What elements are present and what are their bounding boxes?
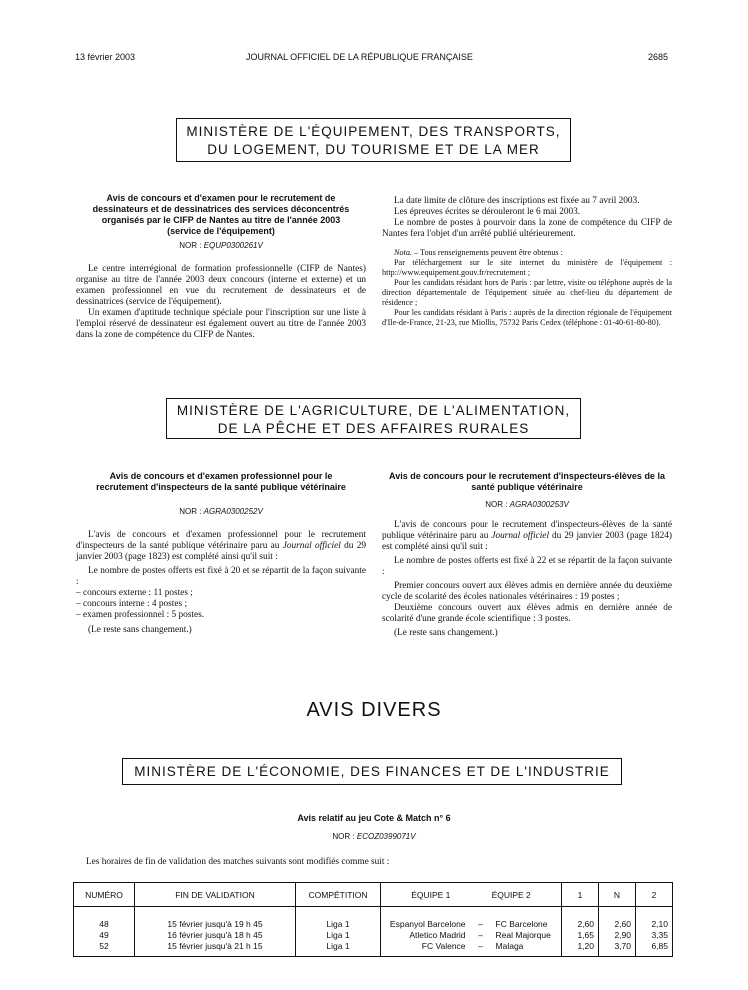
table-header-row — [74, 883, 673, 907]
cell-equipe-1: FC Valence — [381, 941, 470, 957]
equipement-notice — [76, 193, 366, 341]
notice-paragraph: Le nombre de postes offerts est fixé à 20 et se répartit de la façon suivante : — [76, 566, 366, 587]
notice-paragraph: Premier concours ouvert aux élèves admis en dernière année du deuxième cycle de scolarité des écoles nationales vétérinaires : 19 postes ; — [382, 581, 672, 602]
avis-divers-heading: AVIS DIVERS — [306, 699, 442, 721]
ministry-line-1: MINISTÈRE DE L'AGRICULTURE, DE L'ALIMENTATION, — [176, 403, 571, 418]
header-numero: NUMÉRO — [74, 883, 135, 907]
intro-text: Les horaires de fin de validation des matches suivants sont modifiés comme suit : — [86, 857, 390, 867]
header-cote-1: 1 — [562, 883, 599, 907]
notice-paragraph: Le nombre de postes offerts est fixé à 22 et se répartit de la façon suivante : — [382, 556, 672, 577]
notice-title: Avis de concours pour le recrutement d'inspecteurs-élèves de la santé publique vétérinaire — [389, 471, 665, 492]
cell-cote-n: 3,70 — [599, 941, 636, 957]
header-cote-2: 2 — [636, 883, 673, 907]
nor-code: EQUP0300261V — [203, 241, 263, 250]
header-equipe-1: ÉQUIPE 1 — [411, 889, 451, 900]
cell-competition: Liga 1 — [296, 941, 381, 957]
page-number: 2685 — [648, 52, 669, 62]
header-competition: COMPÉTITION — [296, 883, 381, 907]
nor-label: NOR : — [485, 500, 508, 509]
ministry-line-1: MINISTÈRE DE L'ÉQUIPEMENT, DES TRANSPORTS, — [186, 124, 561, 139]
notice-title: Avis de concours et d'examen professionnel pour le recrutement d'inspecteurs de la santé publique vétérinaire — [96, 471, 346, 492]
ministry-economie-box — [122, 758, 622, 785]
nota-item: Pour les candidats résidant hors de Paris : par lettre, visite ou téléphone auprès de la direction départementale de l'équipement située au chef-lieu du département de résidence ; — [382, 278, 672, 307]
cell-separator: – — [478, 930, 483, 940]
cell-cote-2: 2,10 — [636, 907, 673, 931]
cell-equipe-2: Malaga — [492, 941, 562, 957]
header-equipes — [381, 883, 562, 907]
equipement-notice-continued — [382, 196, 672, 328]
agriculture-notice-right — [382, 471, 672, 639]
notice-paragraph: Le centre interrégional de formation professionnelle (CIFP de Nantes) organise au titre de l'année 2003 deux concours (interne et externe) et un examen professionnel en vue du recrutement de dessinateurs et de dessinatrices (service de l'équipement). — [76, 264, 366, 307]
ministry-line-2: DE LA PÊCHE ET DES AFFAIRES RURALES — [217, 421, 530, 436]
nota-item: Pour les candidats résidant à Paris : auprès de la direction régionale de l'équipement d'Ile-de-France, 21-23, rue Miollis, 75732 Paris Cedex (téléphone : 01-40-61-80-80). — [382, 308, 672, 327]
nor-reference — [76, 507, 366, 516]
nor-reference — [382, 500, 672, 509]
list-item: – concours interne : 4 postes ; — [76, 599, 188, 609]
cell-cote-2: 3,35 — [636, 930, 673, 941]
cell-cote-1: 1,65 — [562, 930, 599, 941]
ministry-equipement-box — [176, 118, 571, 162]
notice-paragraph: Le nombre de postes à pourvoir dans la zone de compétence du CIFP de Nantes fera l'objet d'un arrêté publié ultérieurement. — [382, 218, 672, 239]
nor-label: NOR : — [179, 507, 202, 516]
cell-cote-n: 2,60 — [599, 907, 636, 931]
header-equipe-2: ÉQUIPE 2 — [491, 889, 531, 900]
notice-paragraph: La date limite de clôture des inscriptions est fixée au 7 avril 2003. — [394, 196, 640, 206]
table-row — [74, 941, 673, 957]
cell-numero: 48 — [74, 907, 135, 931]
cell-competition: Liga 1 — [296, 907, 381, 931]
nor-reference — [0, 832, 748, 841]
notice-paragraph: Un examen d'aptitude technique spéciale pour l'inscription sur une liste à l'emploi réservé de dessinateur est également ouvert au titre de l'année 2003 dans la zone de compétence du CIFP de Nantes. — [76, 308, 366, 340]
cell-equipe-2: Real Majorque — [492, 930, 562, 941]
nota-block — [382, 248, 672, 328]
cell-fin-validation: 15 février jusqu'à 19 h 45 — [135, 907, 296, 931]
nota-item: Par téléchargement sur le site internet du ministère de l'équipement : http://www.equipement.gouv.fr/recrutement ; — [382, 258, 672, 277]
journal-title: JOURNAL OFFICIEL DE LA RÉPUBLIQUE FRANÇAISE — [246, 52, 473, 62]
cell-separator: – — [478, 919, 483, 929]
nor-reference — [76, 241, 366, 250]
nor-code: ECOZ0399071V — [356, 832, 416, 841]
cell-separator: – — [470, 941, 492, 957]
notice-paragraph: L'avis de concours et d'examen professionnel pour le recrutement d'inspecteurs de la santé publique vétérinaire paru au Journal officiel du 29 janvier 2003 (page 1823) est complété ainsi qu'il suit : — [76, 530, 366, 562]
match-table — [73, 882, 673, 957]
nota-text: – Tous renseignements peuvent être obtenus : — [411, 248, 563, 257]
cell-cote-1: 2,60 — [562, 907, 599, 931]
cell-fin-validation: 16 février jusqu'à 18 h 45 — [135, 930, 296, 941]
header-fin-validation: FIN DE VALIDATION — [135, 883, 296, 907]
cell-cote-n: 2,90 — [599, 930, 636, 941]
notice-paragraph: L'avis de concours pour le recrutement d'inspecteurs-élèves de la santé publique vétérinaire paru au Journal officiel du 29 janvier 2003 (page 1824) est complété ainsi qu'il suit : — [382, 520, 673, 552]
cell-numero: 49 — [74, 930, 135, 941]
notice-paragraph: Deuxième concours ouvert aux élèves admis en dernière année de scolarité d'une grande école scientifique : 3 postes. — [382, 603, 672, 624]
notice-paragraph: (Le reste sans changement.) — [88, 625, 192, 635]
ministry-line-2: DU LOGEMENT, DU TOURISME ET DE LA MER — [207, 142, 540, 157]
ministry-agriculture-box — [166, 398, 581, 439]
cell-cote-1: 1,20 — [562, 941, 599, 957]
table-row — [74, 907, 673, 931]
cell-equipe-2: FC Barcelone — [492, 907, 562, 931]
ministry-line-1: MINISTÈRE DE L'ÉCONOMIE, DES FINANCES ET DE L'INDUSTRIE — [134, 764, 610, 779]
header-cote-n: N — [599, 883, 636, 907]
cell-cote-2: 6,85 — [636, 941, 673, 957]
nota-label: Nota. — [394, 248, 412, 257]
notice-paragraph: (Le reste sans changement.) — [394, 628, 498, 638]
notice-title: Avis de concours et d'examen pour le recrutement de dessinateurs et de dessinatrices des services déconcentrés organisés par le CIFP de Nantes au titre de l'année 2003 (service de l'équipement) — [92, 193, 350, 236]
nor-label: NOR : — [332, 832, 355, 841]
nor-code: AGRA0300253V — [509, 500, 569, 509]
cell-equipe-1: Espanyol Barcelone — [381, 907, 470, 931]
nor-label: NOR : — [179, 241, 202, 250]
nor-code: AGRA0300252V — [203, 507, 263, 516]
table-row — [74, 930, 673, 941]
cell-equipe-1: Atletico Madrid — [381, 930, 470, 941]
cell-competition: Liga 1 — [296, 930, 381, 941]
agriculture-notice-left — [76, 471, 366, 636]
list-item: – concours externe : 11 postes ; — [76, 588, 193, 598]
cell-numero: 52 — [74, 941, 135, 957]
notice-paragraph: Les épreuves écrites se dérouleront le 6 mai 2003. — [394, 207, 581, 217]
page-date: 13 février 2003 — [75, 52, 136, 62]
list-item: – examen professionnel : 5 postes. — [76, 610, 205, 620]
notice-title: Avis relatif au jeu Cote & Match n° 6 — [297, 813, 451, 823]
cell-fin-validation: 15 février jusqu'à 21 h 15 — [135, 941, 296, 957]
